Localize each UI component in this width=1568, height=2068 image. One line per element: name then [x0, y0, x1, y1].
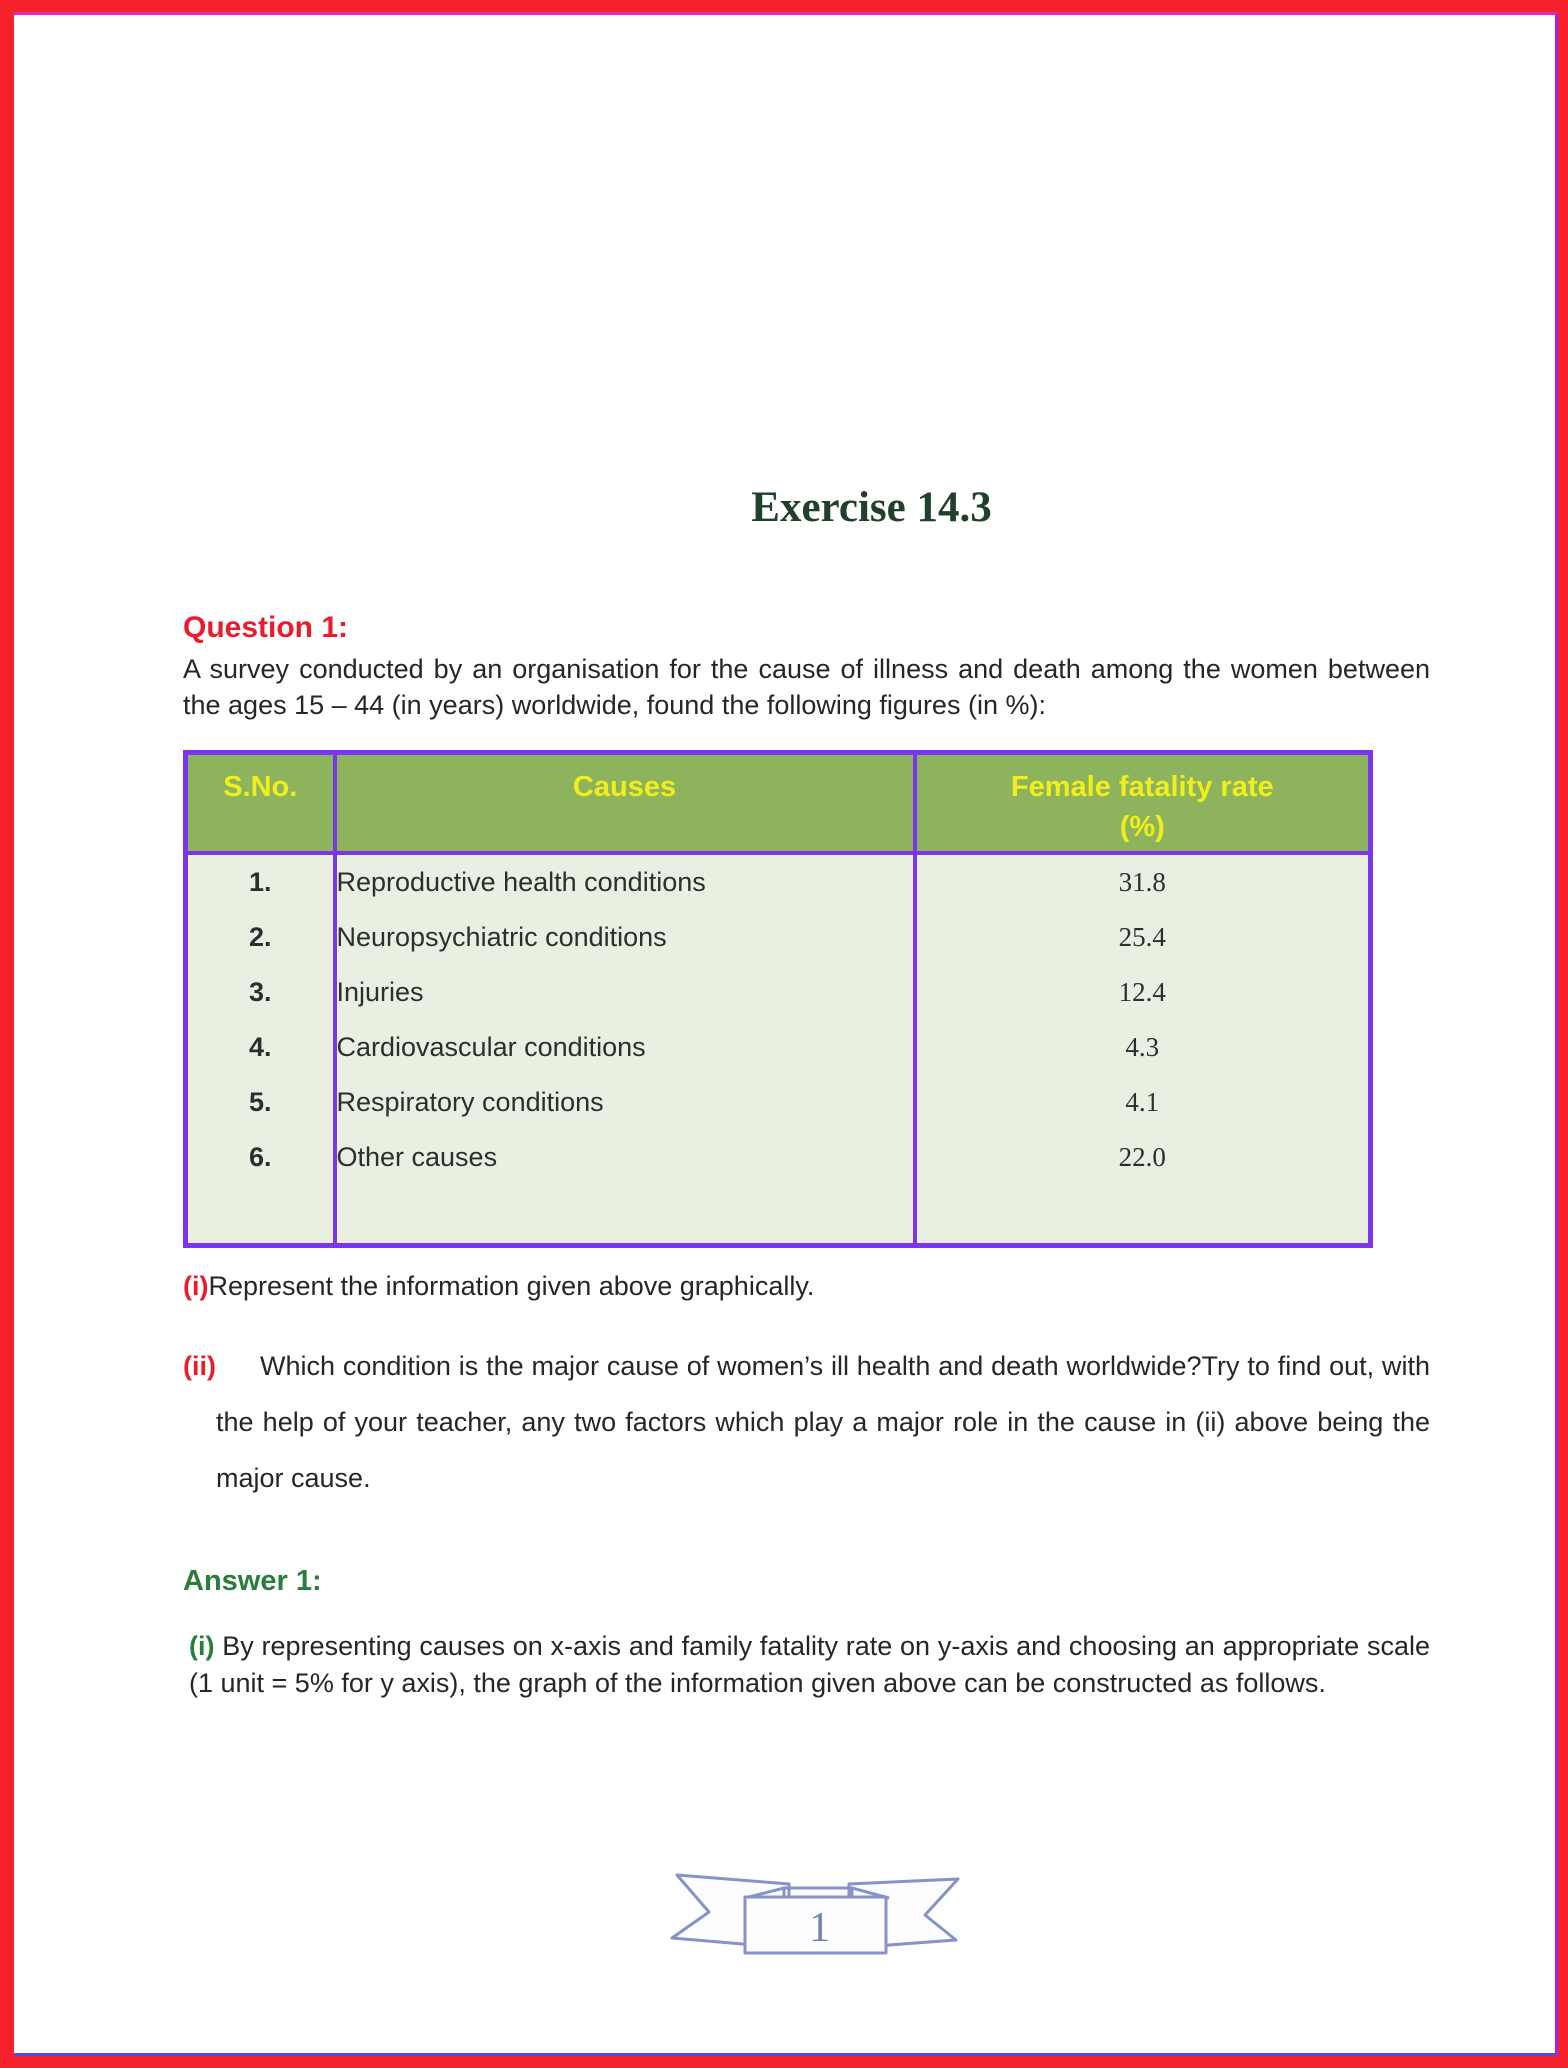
row-sno: 2. [186, 910, 335, 965]
header-rate-line2: (%) [1119, 811, 1165, 843]
row-rate: 12.4 [915, 965, 1371, 1020]
row-rate: 25.4 [915, 910, 1371, 965]
part-ii-marker: (ii) [183, 1350, 216, 1381]
header-rate-line1: Female fatality rate [1010, 771, 1274, 803]
row-rate: 4.3 [915, 1020, 1371, 1075]
table-row [186, 965, 1371, 1020]
row-cause: Neuropsychiatric conditions [335, 910, 915, 965]
row-rate: 22.0 [915, 1130, 1371, 1185]
page-number: 1 [808, 1904, 830, 1951]
row-sno: 5. [186, 1075, 335, 1130]
answer-body-text: By representing causes on x-axis and family fatality rate on y-axis and choosing an appropriate scale (1 unit = 5% for y axis), the graph of the information given above can be constructed as follows. [189, 1630, 1430, 1698]
fatality-rate-table [183, 750, 1373, 1248]
row-sno: 1. [186, 853, 335, 910]
page-title: Exercise 14.3 [751, 484, 992, 531]
ribbon-banner-graphic [639, 1842, 999, 1972]
question-part-i [183, 1268, 1430, 1304]
table-row [186, 1130, 1371, 1185]
answer-heading: Answer 1: [183, 1564, 322, 1597]
table-row [186, 853, 1371, 910]
table-spacer-row [186, 1185, 1371, 1246]
table-row [186, 1075, 1371, 1130]
row-cause: Cardiovascular conditions [335, 1020, 915, 1075]
row-cause: Other causes [335, 1130, 915, 1185]
row-rate: 31.8 [915, 853, 1371, 910]
row-sno: 6. [186, 1130, 335, 1185]
row-sno: 3. [186, 965, 335, 1020]
row-sno: 4. [186, 1020, 335, 1075]
part-ii-text: Which condition is the major cause of women’s ill health and death worldwide?Try to find out, with the help of your teacher, any two factors which play a major role in the cause in (ii) above being the major cause. [216, 1350, 1430, 1493]
table-row [186, 910, 1371, 965]
table-header-row [186, 753, 1371, 853]
row-cause: Reproductive health conditions [335, 853, 915, 910]
page-number-ribbon [639, 1842, 999, 1972]
question-heading: Question 1: [183, 611, 349, 644]
answer-part-i-marker: (i) [189, 1630, 215, 1661]
table-row [186, 1020, 1371, 1075]
answer-paragraph [183, 1628, 1430, 1702]
row-rate: 4.1 [915, 1075, 1371, 1130]
question-part-ii [183, 1338, 1430, 1506]
header-causes: Causes [335, 753, 915, 853]
row-cause: Respiratory conditions [335, 1075, 915, 1130]
part-i-text: Represent the information given above graphically. [208, 1270, 815, 1301]
page-content [14, 12, 1558, 2056]
row-cause: Injuries [335, 965, 915, 1020]
header-rate [915, 753, 1371, 853]
part-i-marker: (i) [183, 1270, 209, 1301]
question-intro-paragraph: A survey conducted by an organisation for the cause of illness and death among the women between the ages 15 – 44 (in years) worldwide, found the following figures (in %): [183, 654, 1430, 720]
header-sno: S.No. [186, 753, 335, 853]
